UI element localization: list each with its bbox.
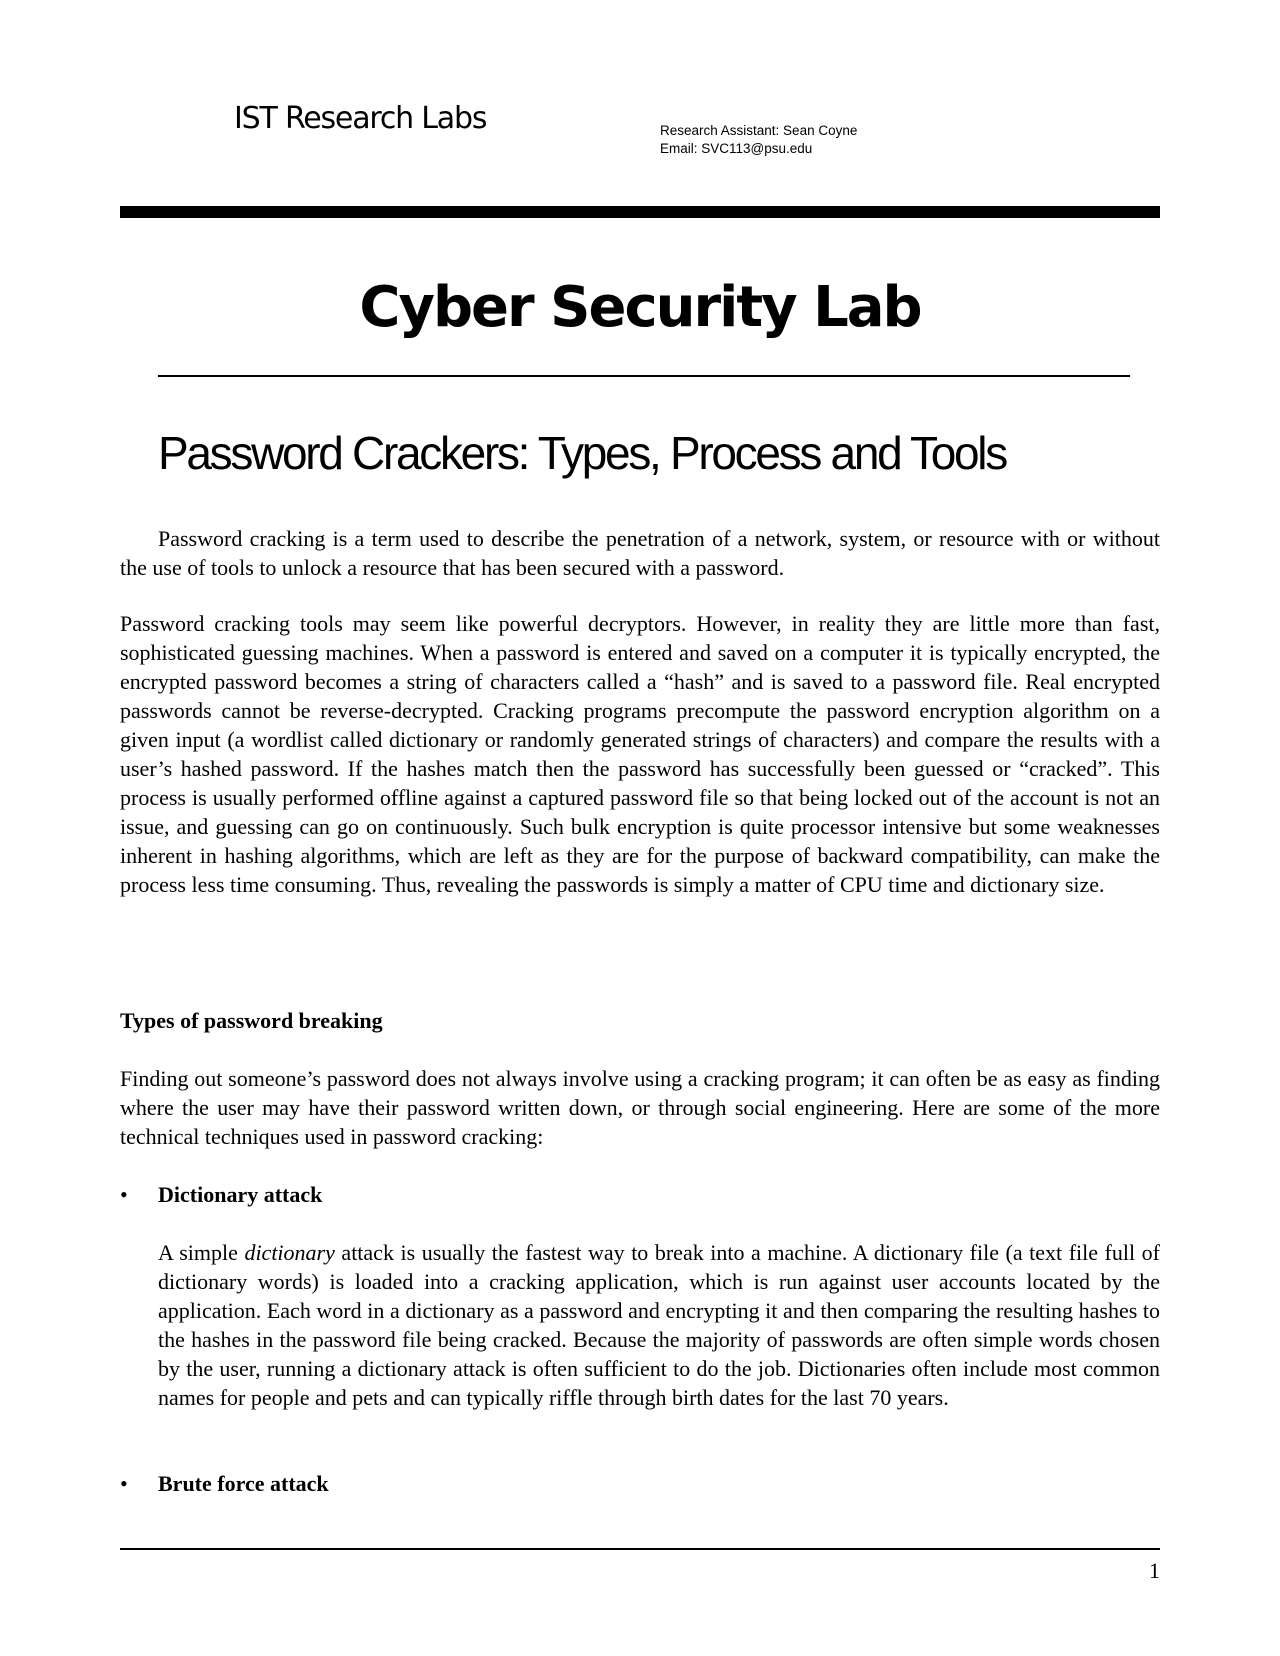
bullet-brute-force-attack — [120, 1469, 329, 1498]
types-paragraph: Finding out someone’s password does not always involve using a cracking program; it can often be as easy as finding where the user may have their password written down, or through social engineering. Here are some of the more technical techniques used in password cracking: — [120, 1066, 1160, 1149]
lab-title: Cyber Security Lab — [359, 275, 921, 340]
email-line: Email: SVC113@psu.edu — [660, 141, 813, 156]
bullet-label: Brute force attack — [158, 1471, 329, 1496]
dictionary-text-before: A simple — [158, 1240, 245, 1265]
header-divider — [120, 206, 1160, 218]
contact-info — [660, 122, 857, 158]
title-divider — [158, 375, 1130, 377]
bullet-dictionary-attack — [120, 1180, 322, 1209]
dictionary-emphasis: dictionary — [244, 1240, 335, 1265]
types-heading: Types of password breaking — [120, 1008, 383, 1033]
bullet-icon: • — [120, 1182, 128, 1207]
footer-divider — [120, 1548, 1160, 1550]
research-assistant-line: Research Assistant: Sean Coyne — [660, 123, 858, 138]
dictionary-attack-paragraph — [158, 1238, 1160, 1412]
document-heading: Password Crackers: Types, Process and Tools — [158, 427, 1006, 479]
dictionary-text-after: attack is usually the fastest way to break into a machine. A dictionary file (a text file full of dictionary words) is loaded into a cracking application, which is run against user accounts located by the application. Each word in a dictionary as a password and encrypting it and then comparing the resulting hashes to the hashes in the password file being cracked. Because the majority of passwords are often simple words chosen by the user, running a dictionary attack is often sufficient to do the job. Dictionaries often include most common names for people and pets and can typically riffle through birth dates for the last 70 years. — [158, 1240, 1160, 1410]
org-name: IST Research Labs — [234, 101, 487, 136]
process-paragraph: Password cracking tools may seem like powerful decryptors. However, in reality they are little more than fast, sophisticated guessing machines. When a password is entered and saved on a computer it is typically encrypted, the encrypted password becomes a string of characters called a “hash” and is saved to a password file. Real encrypted passwords cannot be reverse-decrypted. Cracking programs precompute the password encryption algorithm on a given input (a wordlist called dictionary or randomly generated strings of characters) and compare the results with a user’s hashed password. If the hashes match then the password has successfully been guessed or “cracked”. This process is usually performed offline against a captured password file so that being locked out of the account is not an issue, and guessing can go on continuously. Such bulk encryption is quite processor intensive but some weaknesses inherent in hashing algorithms, which are left as they are for the purpose of backward compatibility, can make the process less time consuming. Thus, revealing the passwords is simply a matter of CPU time and dictionary size. — [120, 611, 1160, 897]
bullet-label: Dictionary attack — [158, 1182, 323, 1207]
page-number: 1 — [1149, 1558, 1160, 1583]
intro-paragraph: Password cracking is a term used to describe the penetration of a network, system, or resource with or without the use of tools to unlock a resource that has been secured with a password. — [120, 526, 1160, 580]
bullet-icon: • — [120, 1471, 128, 1496]
